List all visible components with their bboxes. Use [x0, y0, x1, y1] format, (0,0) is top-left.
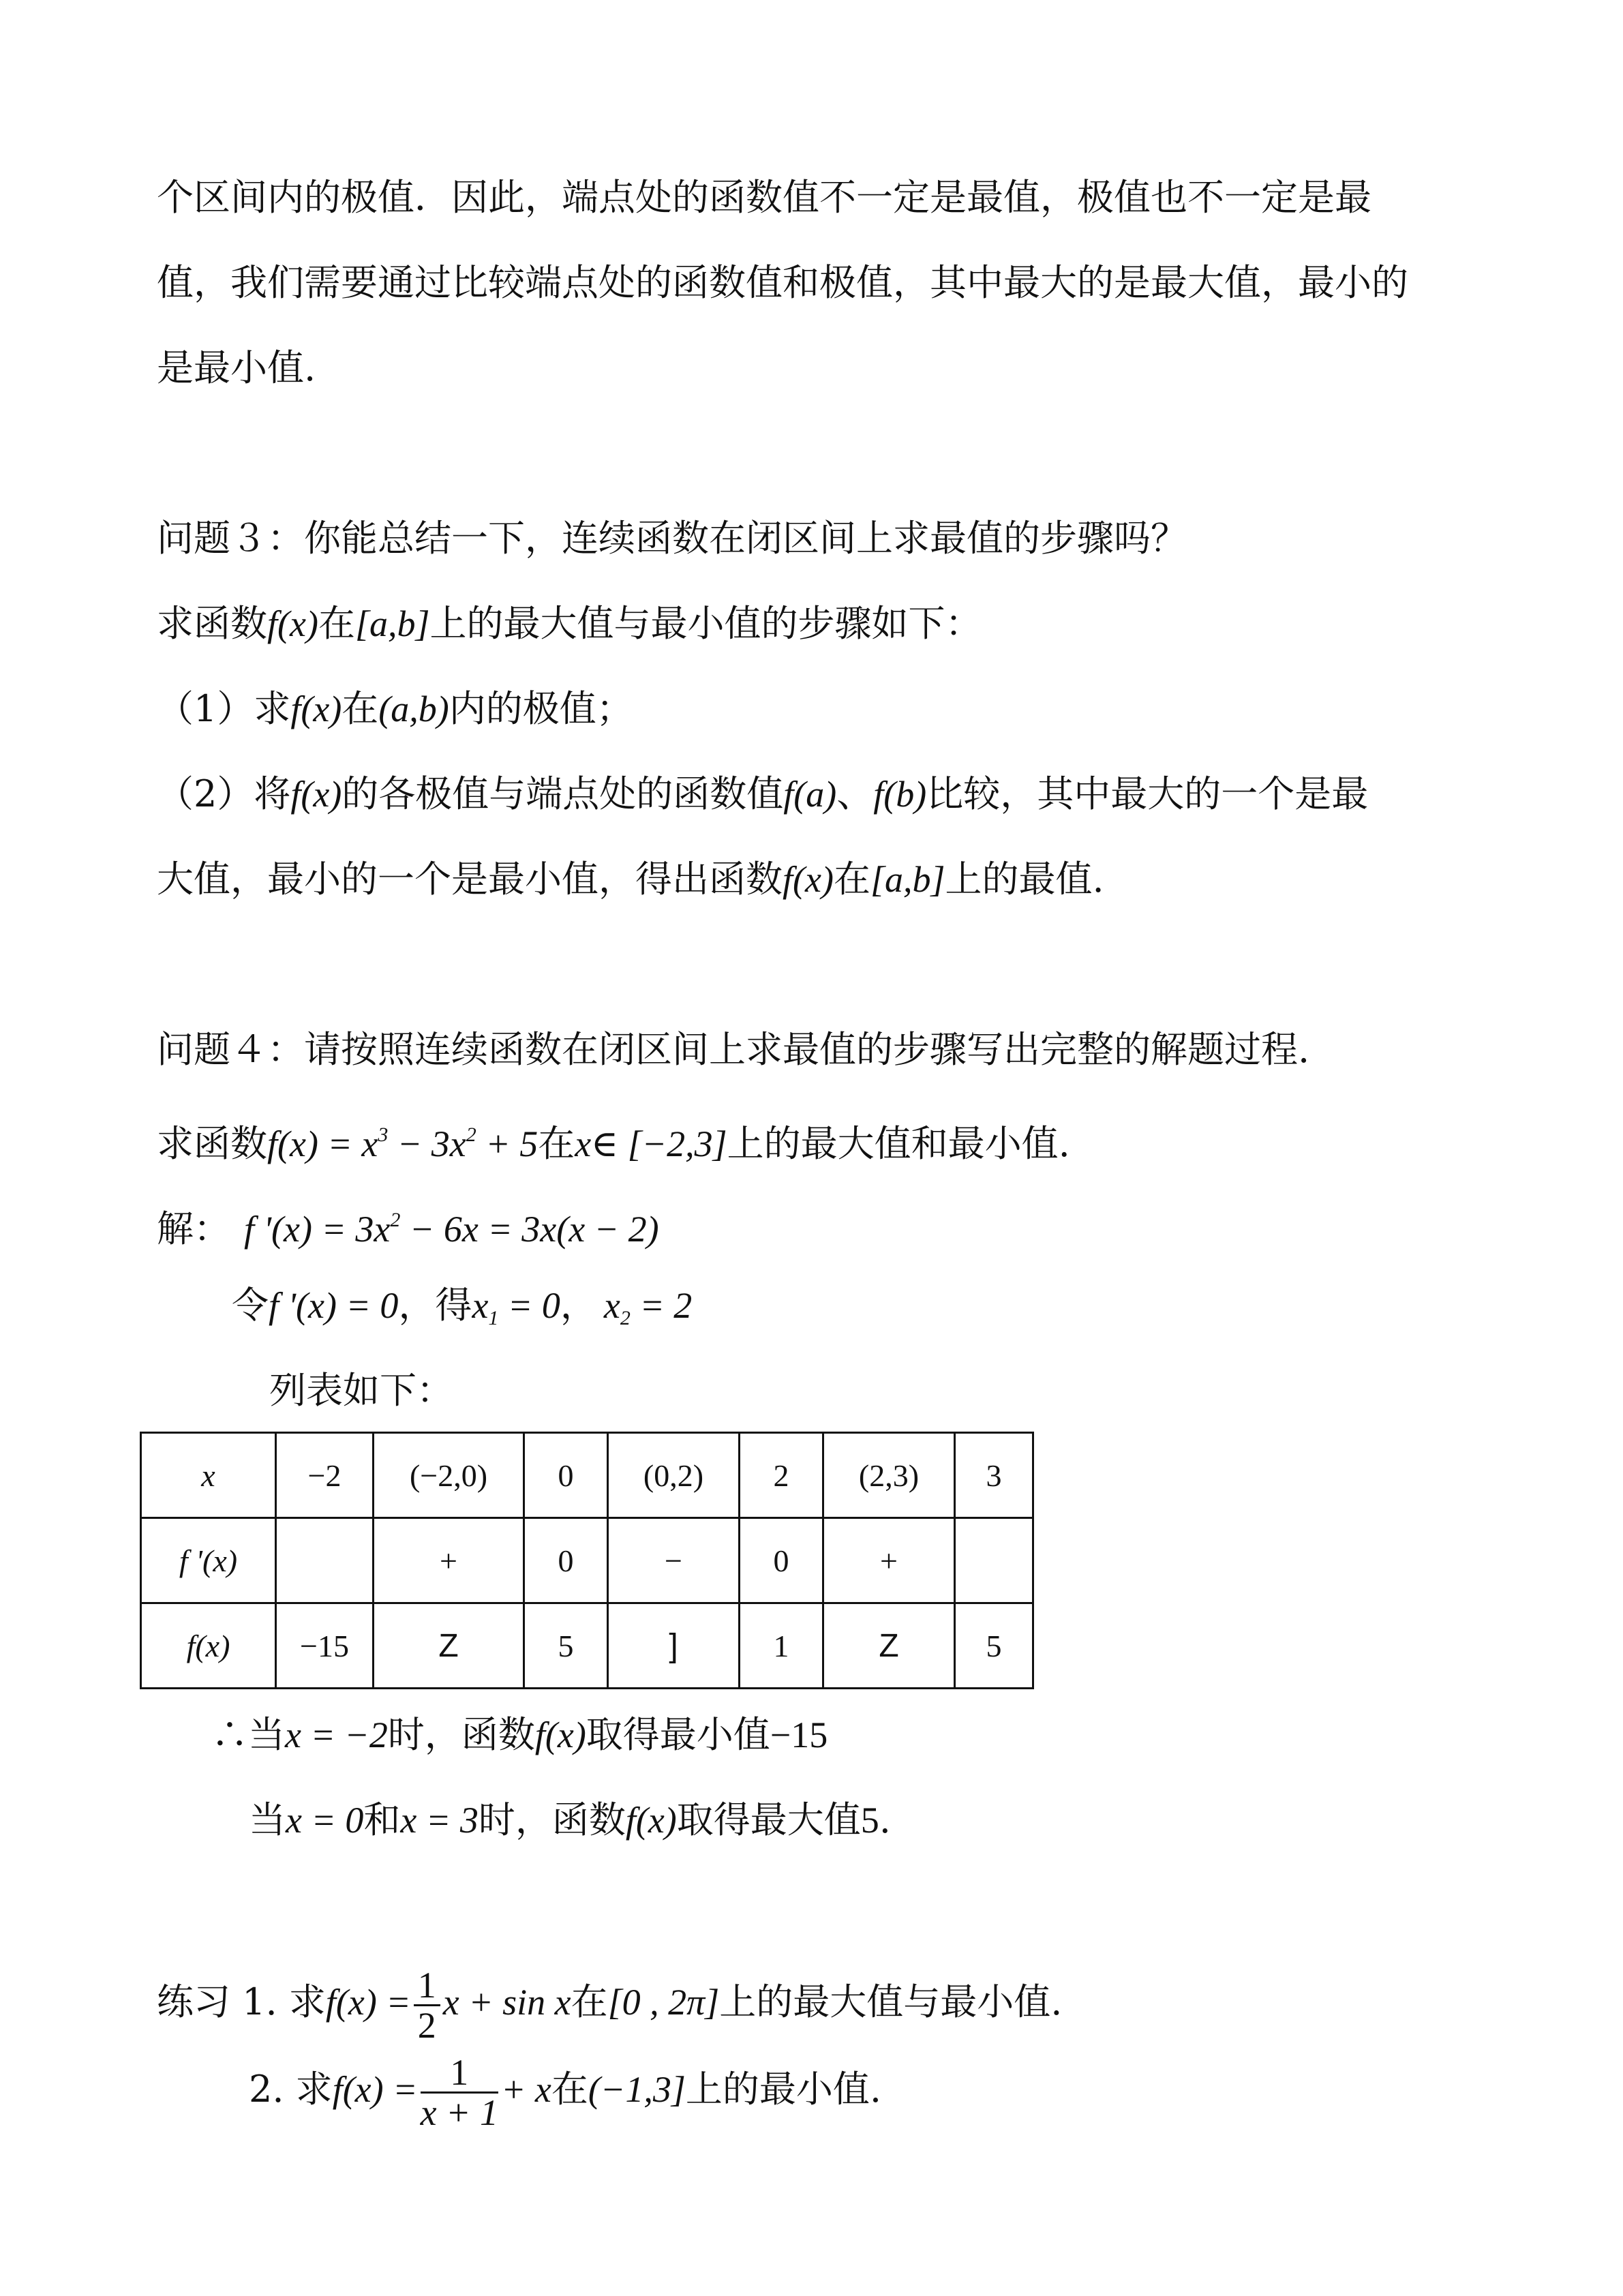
cell: −15 — [276, 1603, 374, 1689]
q3-intro: 求函数f(x)在[a,b]上的最大值与最小值的步骤如下： — [157, 602, 982, 645]
cell-header-x: x — [141, 1433, 276, 1518]
cell: − — [608, 1518, 740, 1603]
cell-increasing: Z — [823, 1603, 955, 1689]
cell: 1 — [740, 1603, 823, 1689]
table-row-function — [141, 1603, 1033, 1689]
cell: 0 — [524, 1518, 608, 1603]
cell: 3 — [955, 1433, 1033, 1518]
cell: (−2,0) — [374, 1433, 524, 1518]
cell: 2 — [740, 1433, 823, 1518]
table-row-x — [141, 1433, 1033, 1518]
question-4-title: 问题４：请按照连续函数在闭区间上求最值的步骤写出完整的解题过程. — [157, 1028, 1310, 1071]
fraction: $\frac{1}{x + 1}$ — [420, 2051, 498, 2133]
table-row-derivative — [141, 1518, 1033, 1603]
cell — [955, 1518, 1033, 1603]
cell-increasing: Z — [374, 1603, 524, 1689]
conclusion-max: 当x = 0和x = 3时，函数f(x)取得最大值5. — [249, 1798, 891, 1841]
cell: + — [823, 1518, 955, 1603]
fraction: $\frac{1}{2}$ — [414, 1966, 440, 2044]
para-line-2: 值，我们需要通过比较端点处的函数值和极值，其中最大的是最大值，最小的 — [157, 261, 1408, 304]
cell-header-function: f(x) — [141, 1603, 276, 1689]
cell: (0,2) — [608, 1433, 740, 1518]
cell: 5 — [955, 1603, 1033, 1689]
q3-step-2-cont: 大值，最小的一个是最小值，得出函数f(x)在[a,b]上的最值. — [157, 858, 1104, 901]
cell-decreasing: ] — [608, 1603, 740, 1689]
cell: + — [374, 1518, 524, 1603]
cell: 0 — [524, 1433, 608, 1518]
exercise-1: 练习 1. 求f(x) = $\frac{1}{2}$ x + sin x在[0 , 2π]上的最大值与最小值. — [157, 1964, 1063, 2046]
q4-solution-derivative: 解： f '$(x) = 3x^2 - 6x = 3x(x - 2)$ — [157, 1207, 659, 1250]
question-3-title: 问题３：你能总结一下，连续函数在闭区间上求最值的步骤吗？ — [157, 517, 1187, 560]
cell: 5 — [524, 1603, 608, 1689]
para-line-3: 是最小值. — [157, 346, 316, 389]
para-line-1: 个区间内的极值．因此，端点处的函数值不一定是最值，极值也不一定是最 — [157, 176, 1371, 219]
variation-table — [140, 1432, 1034, 1689]
q4-critical-points: 令f '(x) = 0，得$x_1 = 0$， $x_2 = 2$ — [232, 1284, 693, 1329]
conclusion-min: ∴当x = −2时，函数f(x)取得最小值−15 — [211, 1713, 828, 1756]
cell-header-derivative: f '(x) — [141, 1518, 276, 1603]
exercise-2: 2. 求f(x) = $\frac{1}{x + 1}$ + x在(−1,3]上的最小值. — [249, 2051, 882, 2133]
cell: (2,3) — [823, 1433, 955, 1518]
cell — [276, 1518, 374, 1603]
q3-step-1: （1）求f(x)在(a,b)内的极值； — [157, 687, 633, 730]
q3-step-2: （2）将f(x)的各极值与端点处的函数值f(a)、f(b)比较，其中最大的一个是最 — [157, 772, 1369, 815]
cell: −2 — [276, 1433, 374, 1518]
cell: 0 — [740, 1518, 823, 1603]
q4-problem: 求函数$f(x) = x^3 - 3x^2 + 5$在x∈ [−2,3]上的最大值和最小值. — [157, 1122, 1070, 1165]
table-intro: 列表如下： — [269, 1369, 453, 1412]
